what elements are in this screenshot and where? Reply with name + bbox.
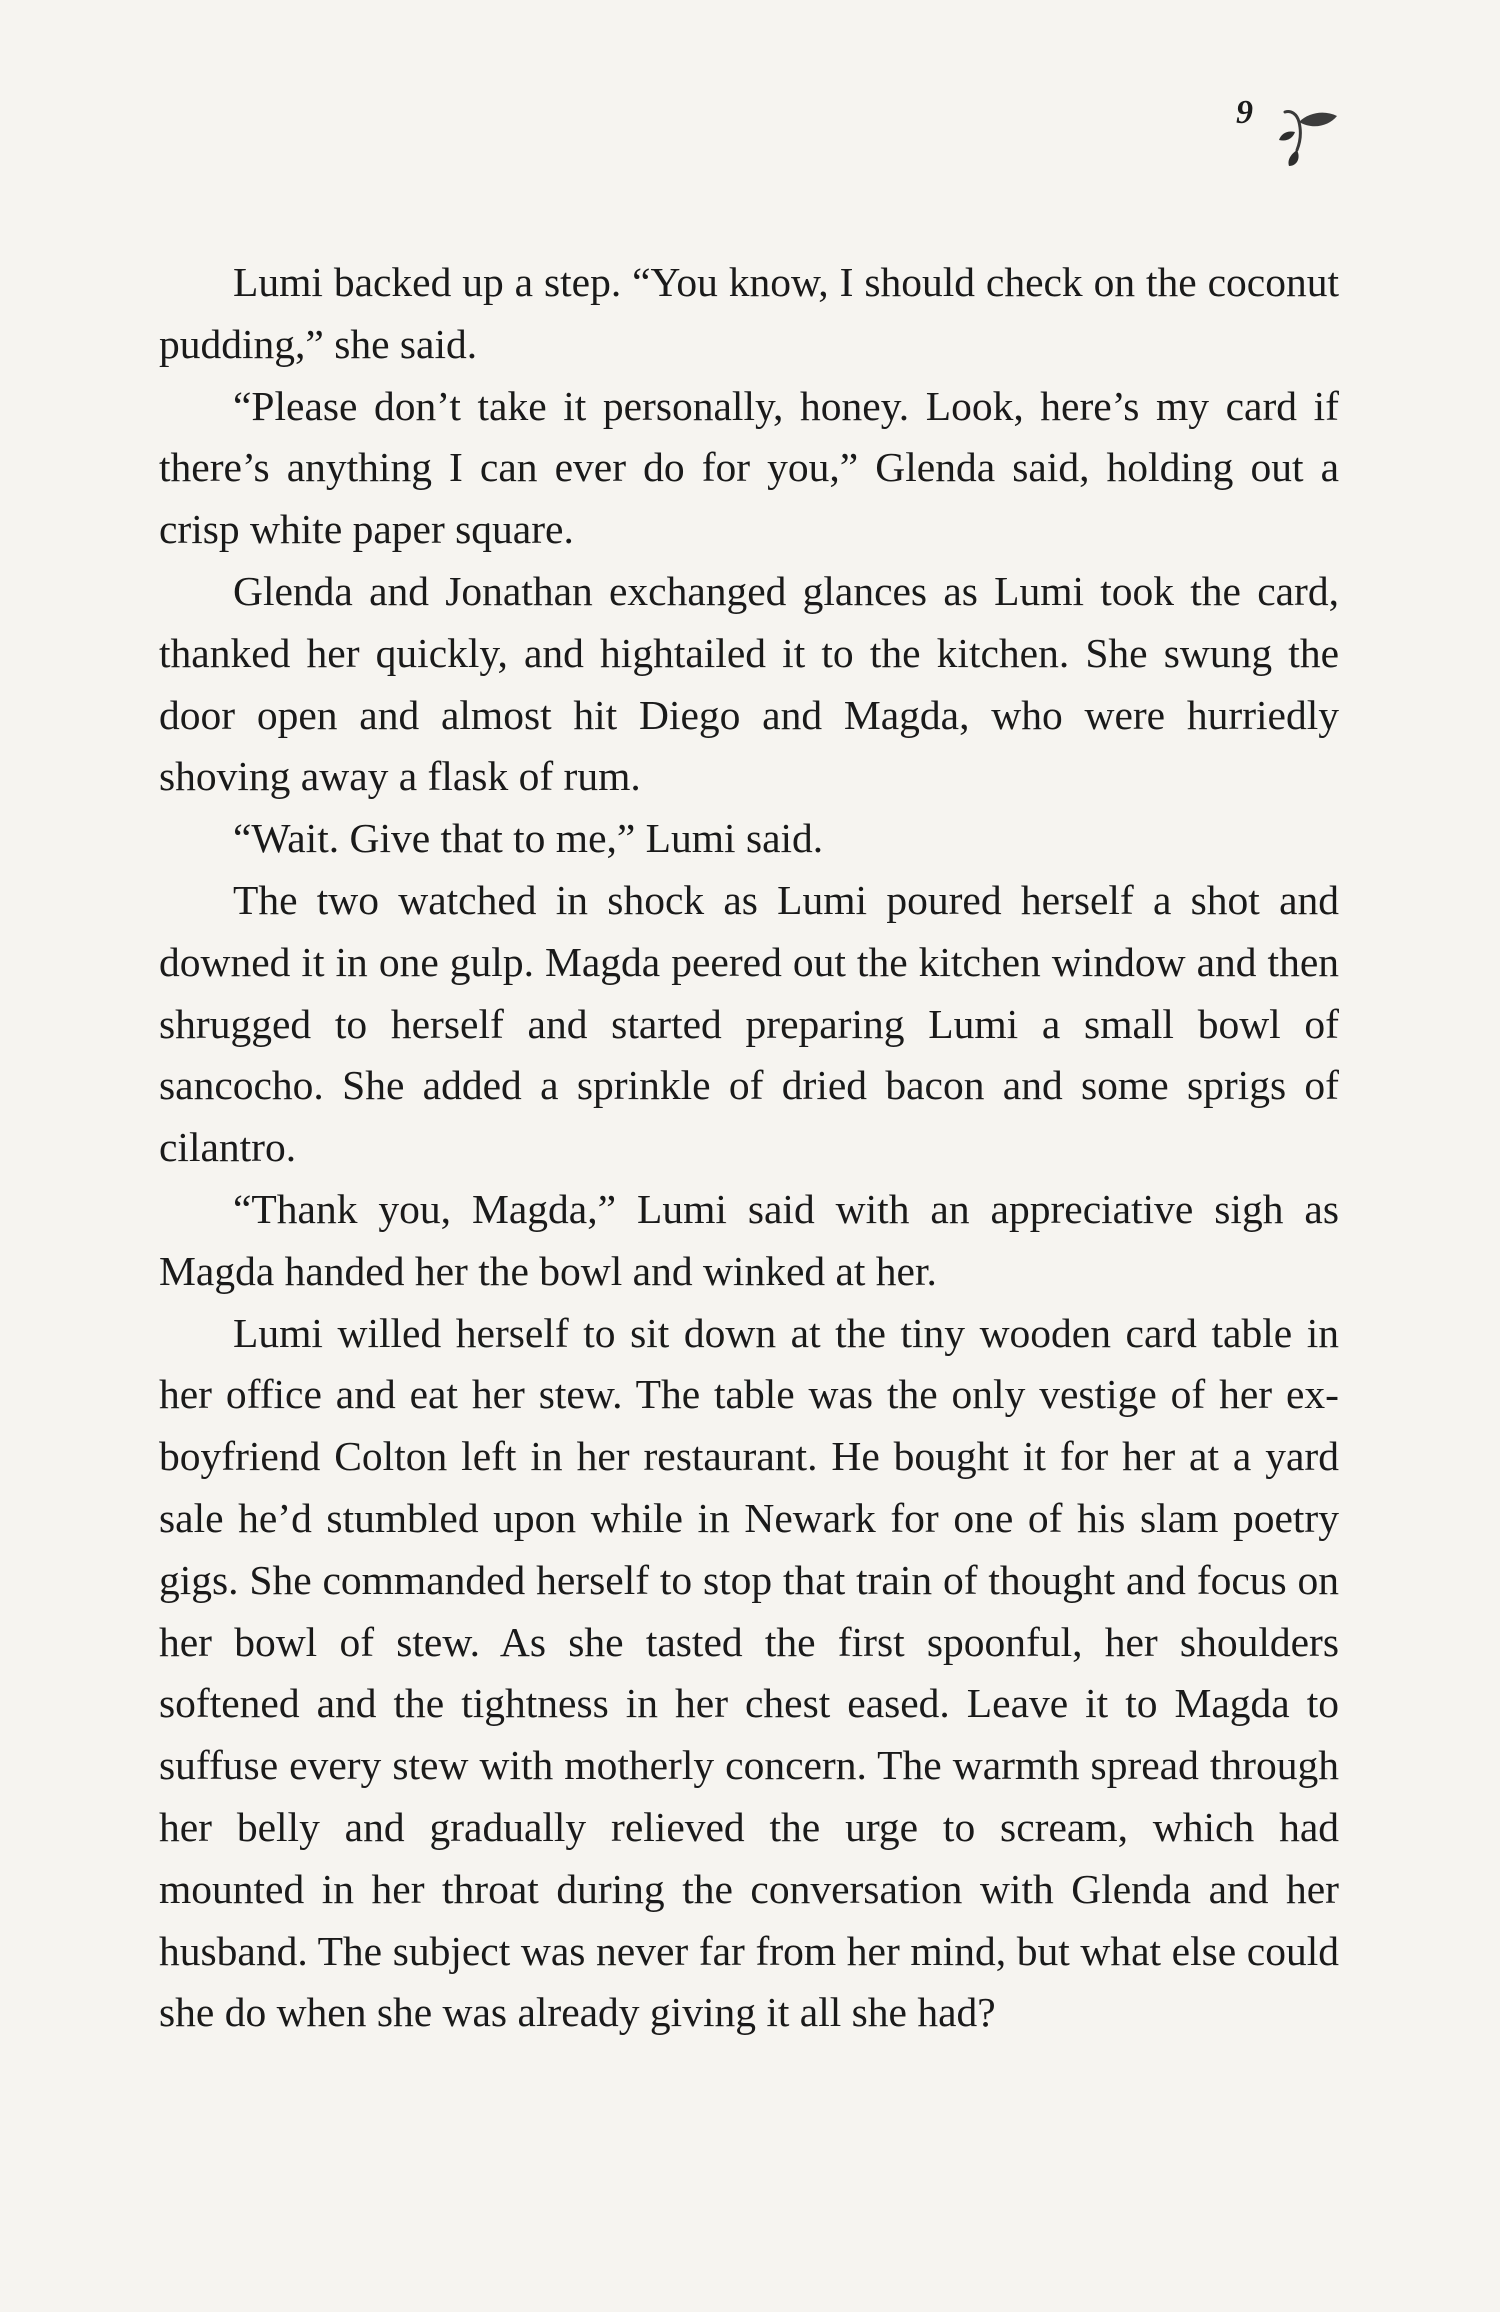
page-number: 9 — [1236, 94, 1253, 131]
paragraph-2: “Please don’t take it personally, honey. Look, here’s my card if there’s anything I can ever do for you,” Glenda said, holding out a crisp white paper square. — [159, 382, 1339, 553]
paragraph-1: Lumi backed up a step. “You know, I should check on the coconut pudding,” she said. — [159, 259, 1339, 367]
paragraph-6: “Thank you, Magda,” Lumi said with an appreciative sigh as Magda handed her the bowl and winked at her. — [159, 1185, 1339, 1294]
paragraph-4: “Wait. Give that to me,” Lumi said. — [233, 815, 824, 862]
chapter-body-text — [159, 252, 1339, 2044]
paragraph-5: The two watched in shock as Lumi poured herself a shot and downed it in one gulp. Magda peered out the kitchen window and then shrugged to herself and started preparing Lumi a small bowl of sancocho. She added a sprinkle of dried bacon and some sprigs of cilantro. — [159, 876, 1339, 1171]
leaf-sprig-icon — [1275, 100, 1345, 170]
paragraph-3: Glenda and Jonathan exchanged glances as Lumi took the card, thanked her quickly, and hightailed it to the kitchen. She swung the door open and almost hit Diego and Magda, who were hurriedly shoving away a flask of rum. — [159, 567, 1339, 800]
paragraph-7: Lumi willed herself to sit down at the tiny wooden card table in her office and eat her stew. The table was the only vestige of her ex-boyfriend Colton left in her restaurant. He bought it for her at a yard sale he’d stumbled upon while in Newark for one of his slam poetry gigs. She commanded herself to stop that train of thought and focus on her bowl of stew. As she tasted the first spoonful, her shoulders softened and the tightness in her chest eased. Leave it to Magda to suffuse every stew with motherly concern. The warmth spread through her belly and gradually relieved the urge to scream, which had mounted in her throat during the conversation with Glenda and her husband. The subject was never far from her mind, but what else could she do when she was already giving it all she had? — [159, 1309, 1339, 2036]
page-header — [1236, 96, 1345, 170]
